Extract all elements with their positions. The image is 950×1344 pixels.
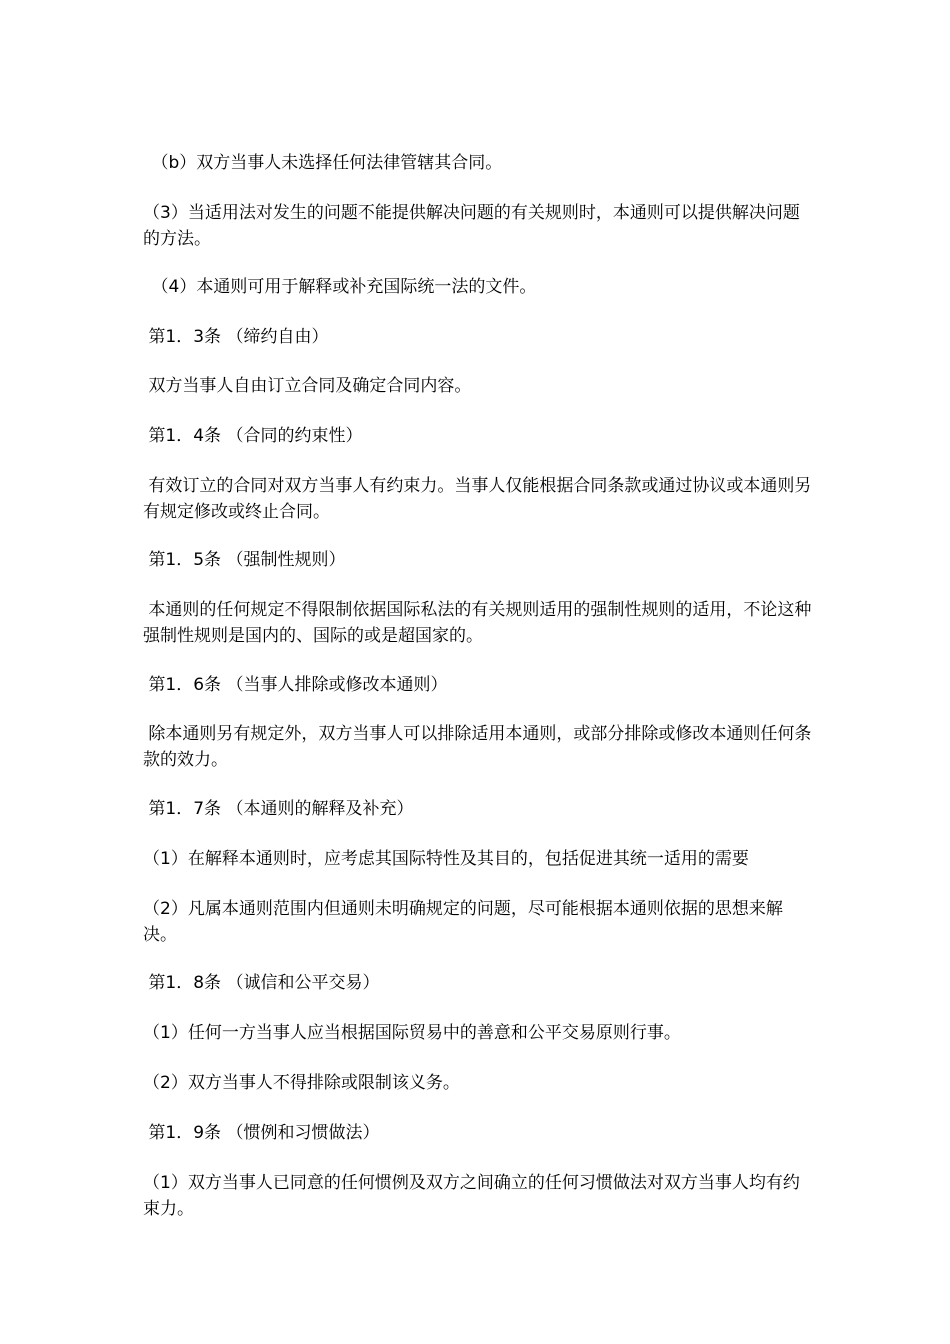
paragraph-3-applicable-law-gap: （3）当适用法对发生的问题不能提供解决问题的有关规则时，本通则可以提供解决问题的方法。	[143, 203, 800, 249]
article-1-8-paragraph-2: （2）双方当事人不得排除或限制该义务。	[143, 1073, 460, 1093]
article-1-7-paragraph-2: （2）凡属本通则范围内但通则未明确规定的问题，尽可能根据本通则依据的思想来解决。	[143, 899, 783, 945]
article-1-5-text: 本通则的任何规定不得限制依据国际私法的有关规则适用的强制性规则的适用，不论这种强制性规则是国内的、国际的或是超国家的。	[143, 600, 812, 646]
article-1-7-heading: 第1．7条 （本通则的解释及补充）	[143, 799, 414, 819]
article-1-8-paragraph-1: （1）任何一方当事人应当根据国际贸易中的善意和公平交易原则行事。	[143, 1023, 681, 1043]
paragraph-4-interpret-uniform-law: （4）本通则可用于解释或补充国际统一法的文件。	[143, 277, 537, 297]
article-1-3-text: 双方当事人自由订立合同及确定合同内容。	[143, 376, 472, 396]
article-1-9-heading: 第1．9条 （惯例和习惯做法）	[143, 1123, 380, 1143]
article-1-3-heading: 第1．3条 （缔约自由）	[143, 327, 329, 347]
article-1-6-text: 除本通则另有规定外，双方当事人可以排除适用本通则，或部分排除或修改本通则任何条款的效力。	[143, 724, 812, 770]
article-1-8-heading: 第1．8条 （诚信和公平交易）	[143, 973, 380, 993]
article-1-7-paragraph-1: （1）在解释本通则时，应考虑其国际特性及其目的，包括促进其统一适用的需要	[143, 849, 749, 869]
article-1-4-text: 有效订立的合同对双方当事人有约束力。当事人仅能根据合同条款或通过协议或本通则另有规定修改或终止合同。	[143, 476, 812, 522]
article-1-9-paragraph-1: （1）双方当事人已同意的任何惯例及双方之间确立的任何习惯做法对双方当事人均有约束力。	[143, 1173, 800, 1219]
paragraph-b-no-choice-of-law: （b）双方当事人未选择任何法律管辖其合同。	[143, 153, 503, 173]
article-1-6-heading: 第1．6条 （当事人排除或修改本通则）	[143, 675, 448, 695]
article-1-4-heading: 第1．4条 （合同的约束性）	[143, 426, 363, 446]
article-1-5-heading: 第1．5条 （强制性规则）	[143, 550, 346, 570]
